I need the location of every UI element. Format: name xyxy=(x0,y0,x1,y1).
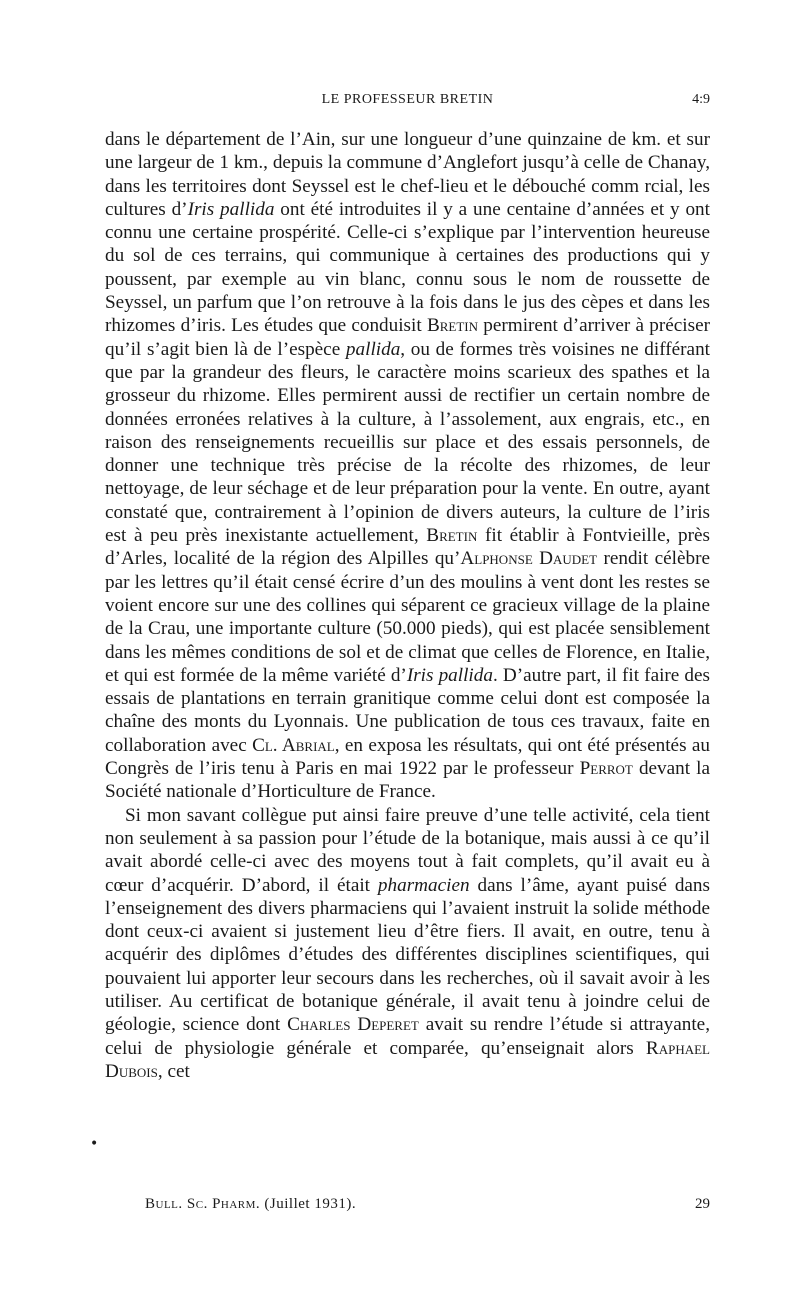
italic-run: Iris pallida xyxy=(406,664,493,686)
body-text xyxy=(105,128,710,1083)
italic-run: pallida xyxy=(345,338,401,360)
text-run: avait su rendre l’étude si attrayante, celui de physiologie générale et comparée, qu’enseignait alors xyxy=(105,1014,710,1059)
text-run: permirent d’arriver à préciser qu’il s’agit bien là de l’espèce xyxy=(105,315,710,360)
small-caps-name: Alphonse Daudet xyxy=(460,548,598,570)
running-head-title: LE PROFESSEUR BRETIN xyxy=(321,92,494,107)
footer-signature xyxy=(145,1196,356,1213)
text-run: Si mon savant collègue put ainsi faire preuve d’une telle activité, cela tient non seulement à sa passion pour l’étude de la botanique, mais aussi à ce qu’il avait abordé celle-ci avec des moyens tout à fait complets, qu’il avait eu à cœur d’acquérir. D’abord, il était xyxy=(105,804,710,896)
small-caps-name: Raphael Dubois xyxy=(105,1037,710,1082)
paragraph xyxy=(105,128,710,804)
page-footer xyxy=(145,1196,710,1220)
margin-mark: • xyxy=(90,1136,99,1152)
running-head-page-number: 4:9 xyxy=(692,92,710,107)
footer-journal: Bull. Sc. Pharm. xyxy=(145,1196,261,1212)
text-run: , cet xyxy=(157,1060,190,1082)
footer-sheet-number: 29 xyxy=(695,1196,710,1212)
text-run: dans l’âme, ayant puisé dans l’enseignement des divers pharmaciens qui l’avaient instruit la solide méthode dont ceux-ci avaient si justement lieu d’être fiers. Il avait, en outre, tenu à acquérir des diplômes d’études des différentes disciplines scientifiques, qui pouvaient lui apporter leur secours dans les recherches, où il savait avoir à les utiliser. Au certificat de botanique générale, il avait tenu à joindre celui de géologie, science dont xyxy=(105,874,710,1036)
small-caps-name: Bretin xyxy=(426,525,478,547)
running-head xyxy=(105,92,710,116)
text-run: , ou de formes très voisines ne différant que par la grandeur des fleurs, le caractère moins scarieux des spathes et la grosseur du rhizome. Elles permirent aussi de rectifier un certain nombre de données erronées relatives à la culture, à l’assolement, aux engrais, etc., en raison des renseignements recueillis sur place et des essais personnels, de donner une technique très précise de la récolte des rhizomes, de leur nettoyage, de leur séchage et de leur préparation pour la vente. En outre, ayant constaté que, contrairement à l’opinion de divers auteurs, la culture de l’iris est à peu près inexistante actuellement, xyxy=(105,338,710,547)
italic-run: pharmacien xyxy=(377,874,470,896)
text-run: ont été introduites il y a une centaine d’années et y ont connu une certaine prospérité. Celle-ci s’explique par l’intervention heureuse du sol de ces terrains, qui communique à certaines des productions qui y poussent, par exemple au vin blanc, connu sous le nom de roussette de Seyssel, un parfum que l’on retrouve à la fois dans le jus des cèpes et dans les rhizomes d’iris. Les études que conduisit xyxy=(105,198,710,337)
paragraph xyxy=(105,804,710,1084)
text-run: devant la Société nationale d’Horticulture de France. xyxy=(105,758,711,803)
text-run: fit établir à Fontvieille, près d’Arles, localité de la région des Alpilles qu’ xyxy=(105,525,711,570)
text-run: . D’autre part, il fit faire des essais de plantations en terrain granitique comme celui dont est composée la chaîne des monts du Lyonnais. Une publication de tous ces travaux, faite en collaboration avec xyxy=(105,664,710,756)
small-caps-name: Cl. Abrial xyxy=(252,734,335,756)
small-caps-name: Bretin xyxy=(426,315,479,337)
small-caps-name: Charles Deperet xyxy=(287,1014,419,1036)
text-run: rendit célèbre par les lettres qu’il était censé écrire d’un des moulins à vent dont les restes se voient encore sur une des collines qui séparent ce gracieux village de la plaine de la Crau, une importante culture (50.000 pieds), qui est placée sensiblement dans les mêmes conditions de sol et de climat que celles de Florence, en Italie, et qui est formée de la même variété d’ xyxy=(105,548,710,686)
text-run: , en exposa les résultats, qui ont été présentés au Congrès de l’iris tenu à Paris en mai 1922 par le professeur xyxy=(105,734,710,780)
small-caps-name: Perrot xyxy=(579,758,633,780)
footer-issue-date: (Juillet 1931). xyxy=(264,1196,357,1212)
italic-run: Iris pallida xyxy=(187,198,275,220)
text-run: dans le département de l’Ain, sur une longueur d’une quinzaine de km. et sur une largeur de 1 km., depuis la commune d’Anglefort jusqu’à celle de Chanay, dans les territoires dont Seyssel est le chef-lieu et le débouché comm rcial, les cultures d’ xyxy=(105,129,710,220)
